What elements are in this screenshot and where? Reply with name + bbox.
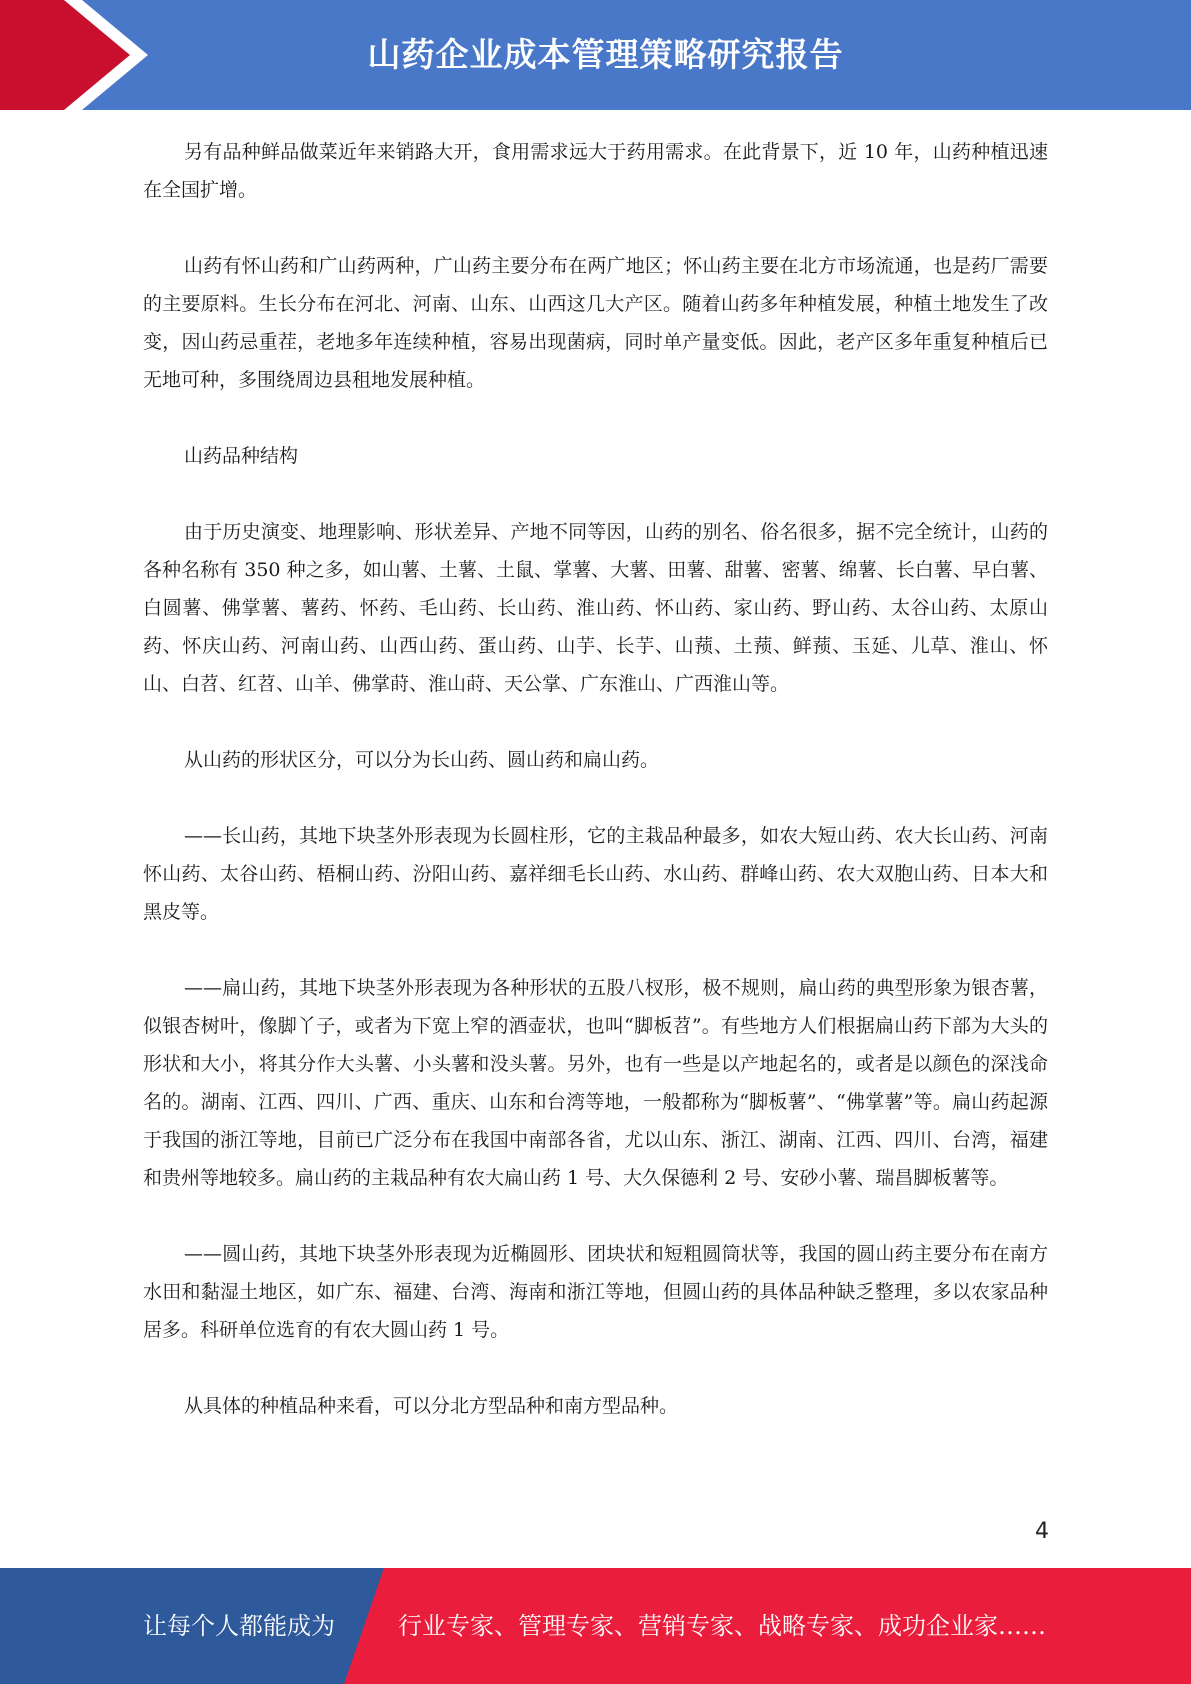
- page-footer: [0, 1568, 1191, 1684]
- footer-slogan-left: 让每个人都能成为: [143, 1612, 335, 1640]
- footer-slogan-right: 行业专家、管理专家、营销专家、战略专家、成功企业家……: [398, 1612, 1046, 1640]
- paragraph: ——扁山药，其地下块茎外形表现为各种形状的五股八杈形，极不规则，扁山药的典型形象为银杏薯，似银杏树叶，像脚丫子，或者为下宽上窄的酒壶状，也叫“脚板苕”。有些地方人们根据扁山药下部为大头的形状和大小，将其分作大头薯、小头薯和没头薯。另外，也有一些是以产地起名的，或者是以颜色的深浅命名的。湖南、江西、四川、广西、重庆、山东和台湾等地，一般都称为“脚板薯”、“佛掌薯”等。扁山药起源于我国的浙江等地，目前已广泛分布在我国中南部各省，尤以山东、浙江、湖南、江西、四川、台湾，福建和贵州等地较多。扁山药的主栽品种有农大扁山药 1 号、大久保德利 2 号、安砂小薯、瑞昌脚板薯等。: [143, 977, 1048, 1189]
- paragraph: ——长山药，其地下块茎外形表现为长圆柱形，它的主栽品种最多，如农大短山药、农大长山药、河南怀山药、太谷山药、梧桐山药、汾阳山药、嘉祥细毛长山药、水山药、群峰山药、农大双胞山药、日本大和黑皮等。: [143, 825, 1048, 923]
- paragraph: 另有品种鲜品做菜近年来销路大开，食用需求远大于药用需求。在此背景下，近 10 年，山药种植迅速在全国扩增。: [143, 141, 1048, 201]
- paragraph: 由于历史演变、地理影响、形状差异、产地不同等因，山药的别名、俗名很多，据不完全统计，山药的各种名称有 350 种之多，如山薯、土薯、土鼠、掌薯、大薯、田薯、甜薯、密薯、绵薯、长白薯、早白薯、白圆薯、佛掌薯、薯药、怀药、毛山药、长山药、淮山药、怀山药、家山药、野山药、太谷山药、太原山药、怀庆山药、河南山药、山西山药、蛋山药、山芋、长芋、山蓣、土蓣、鲜蓣、玉延、儿草、淮山、怀山、白苕、红苕、山羊、佛掌莳、淮山莳、天公掌、广东淮山、广西淮山等。: [143, 521, 1048, 695]
- paragraph: 从具体的种植品种来看，可以分北方型品种和南方型品种。: [184, 1395, 679, 1417]
- paragraph: 从山药的形状区分，可以分为长山药、圆山药和扁山药。: [184, 749, 660, 771]
- page-content: [143, 133, 1048, 1463]
- paragraph: 山药有怀山药和广山药两种，广山药主要分布在两广地区；怀山药主要在北方市场流通，也是药厂需要的主要原料。生长分布在河北、河南、山东、山西这几大产区。随着山药多年种植发展，种植土地发生了改变，因山药忌重茬，老地多年连续种植，容易出现菌病，同时单产量变低。因此，老产区多年重复种植后已无地可种，多围绕周边县租地发展种植。: [143, 255, 1048, 391]
- report-title: 山药企业成本管理策略研究报告: [367, 35, 844, 74]
- page-number: 4: [1035, 1519, 1049, 1544]
- paragraph: ——圆山药，其地下块茎外形表现为近椭圆形、团块状和短粗圆筒状等，我国的圆山药主要分布在南方水田和黏湿土地区，如广东、福建、台湾、海南和浙江等地，但圆山药的具体品种缺乏整理，多以农家品种居多。科研单位选育的有农大圆山药 1 号。: [143, 1243, 1048, 1341]
- section-heading: 山药品种结构: [184, 445, 299, 467]
- page-header: [0, 0, 1191, 110]
